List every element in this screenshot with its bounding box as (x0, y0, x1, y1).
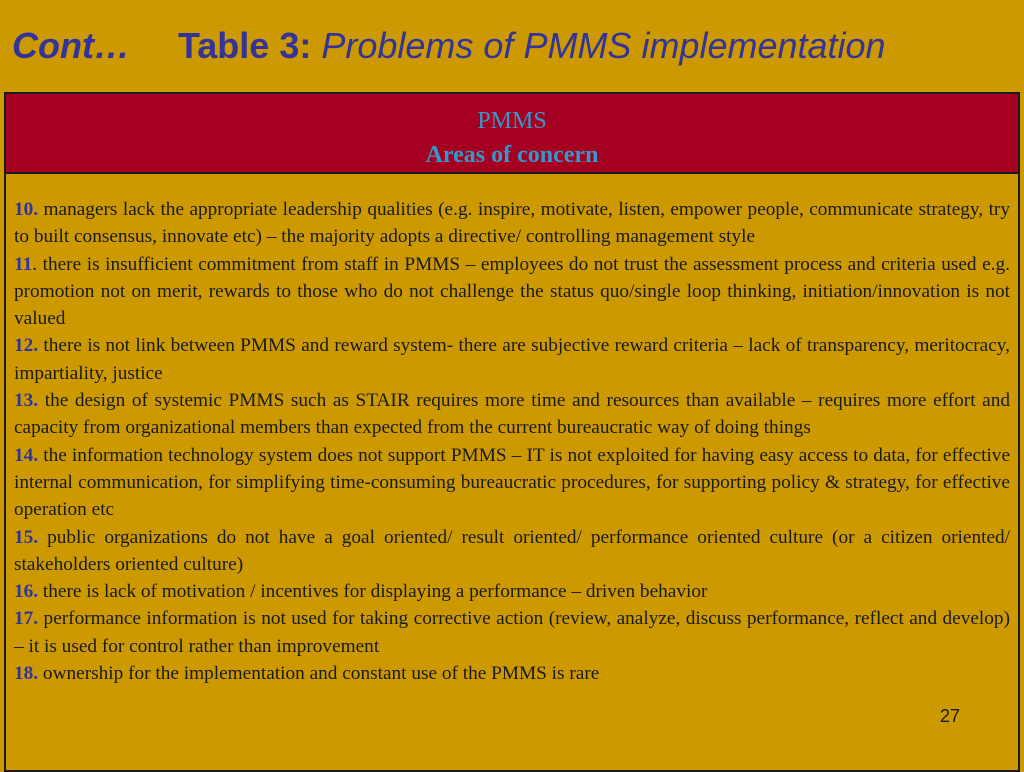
table-header-line2: Areas of concern (425, 142, 599, 168)
item-number: 12. (14, 335, 39, 357)
table-body (6, 174, 1018, 770)
item-number: 11 (14, 253, 33, 275)
list-item (14, 251, 1010, 333)
item-text: managers lack the appropriate leadership qualities (e.g. inspire, motivate, listen, empower people, communicate strategy, try to built consensus, innovate etc) – the majority adopts a directive/ controlling management style (14, 199, 1010, 248)
item-text: ownership for the implementation and constant use of the PMMS is rare (38, 663, 600, 685)
item-number: 15. (14, 526, 39, 548)
concerns-table (4, 92, 1020, 772)
list-item (14, 332, 1010, 387)
page-number: 27 (940, 706, 961, 726)
slide-title (12, 22, 886, 70)
item-text: there is lack of motivation / incentives for displaying a performance – driven behavior (38, 581, 708, 603)
list-item (14, 387, 1010, 442)
item-number: 18. (14, 663, 39, 685)
item-number: 13. (14, 390, 39, 412)
item-text: performance information is not used for taking corrective action (review, analyze, discuss performance, reflect and develop) – it is used for control rather than improvement (14, 608, 1010, 657)
list-item (14, 605, 1010, 660)
item-text: public organizations do not have a goal oriented/ result oriented/ performance oriented culture (or a citizen oriented/ stakeholders oriented culture) (14, 526, 1010, 575)
item-text: there is not link between PMMS and reward system- there are subjective reward criteria – lack of transparency, meritocracy, impartiality, justice (14, 335, 1010, 384)
item-number: 17. (14, 608, 39, 630)
list-item (14, 660, 1010, 687)
title-cont: Cont… (12, 25, 130, 66)
list-item (14, 196, 1010, 251)
item-number: 16. (14, 581, 39, 603)
item-text: the design of systemic PMMS such as STAIR requires more time and resources than available – requires more effort and capacity from organizational members than expected from the current bureaucratic way of doing things (14, 390, 1010, 439)
table-header-line1: PMMS (477, 108, 547, 134)
list-item (14, 524, 1010, 579)
item-number: 14. (14, 444, 39, 466)
item-text: the information technology system does not support PMMS – IT is not exploited for having easy access to data, for effective internal communication, for simplifying time-consuming bureaucratic procedures, for supporting policy & strategy, for effective operation etc (14, 444, 1010, 521)
table-header (6, 94, 1018, 174)
title-table-description: Problems of PMMS implementation (321, 25, 886, 66)
list-item (14, 578, 1010, 605)
list-item (14, 442, 1010, 524)
title-table-label: Table 3: (177, 25, 312, 66)
item-text: . there is insufficient commitment from staff in PMMS – employees do not trust the assessment process and criteria used e.g. promotion not on merit, rewards to those who do not challenge the status quo/single loop thinking, initiation/innovation is not valued (14, 253, 1010, 330)
item-number: 10. (14, 199, 39, 220)
